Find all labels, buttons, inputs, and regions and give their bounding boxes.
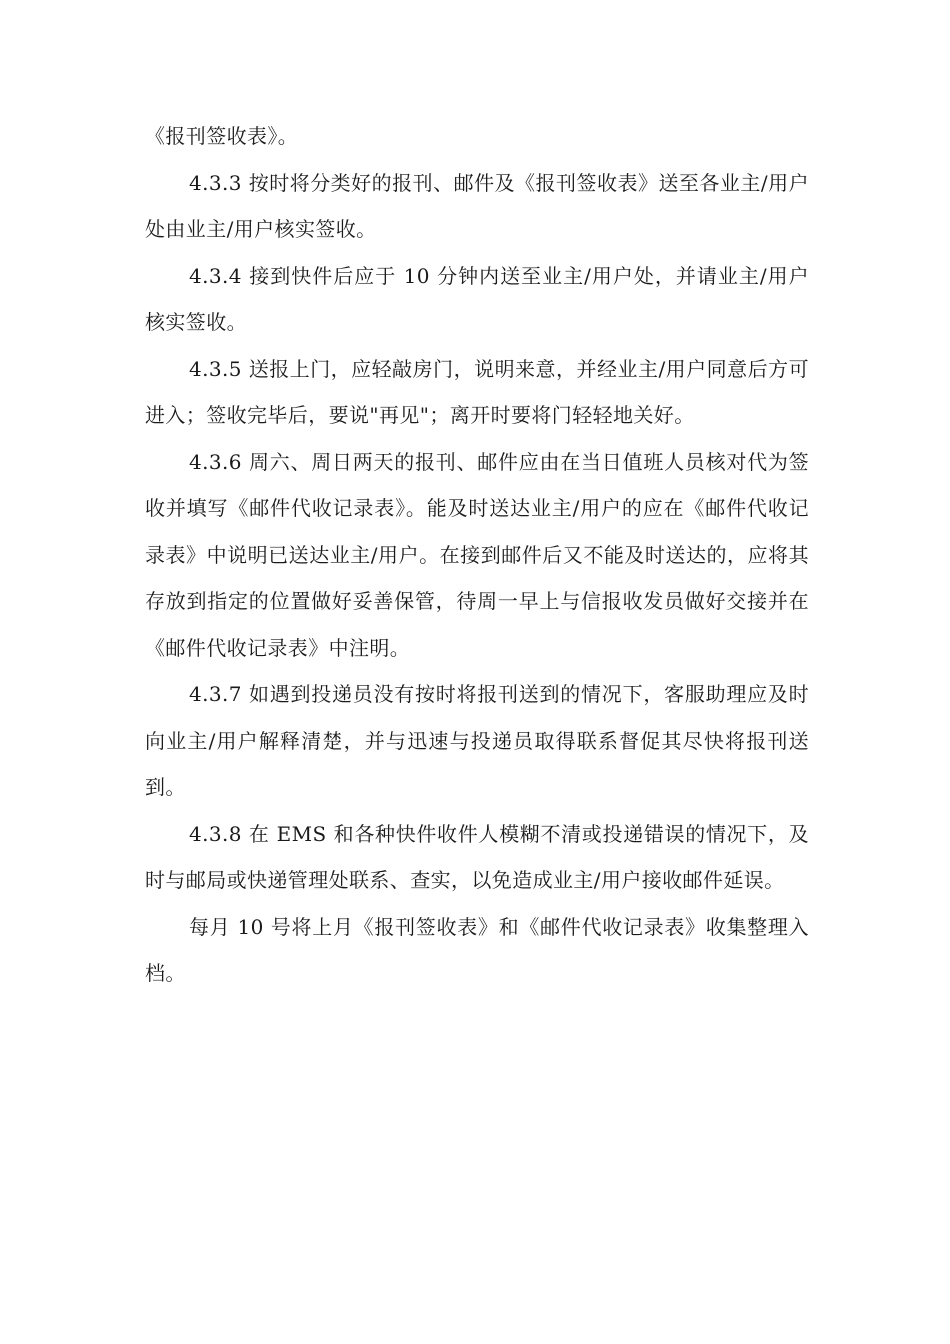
paragraph-4-3-6: 4.3.6 周六、周日两天的报刊、邮件应由在当日值班人员核对代为签收并填写《邮件代收记录表》。能及时送达业主/用户的应在《邮件代收记录表》中说明已送达业主/用户。在接到邮件后又不能及时送达的，应将其存放到指定的位置做好妥善保管，待周一早上与信报收发员做好交接并在《邮件代收记录表》中注明。 (145, 449, 809, 660)
paragraph-monthly-archive: 每月 10 号将上月《报刊签收表》和《邮件代收记录表》收集整理入档。 (145, 914, 809, 985)
paragraph-4-3-3: 4.3.3 按时将分类好的报刊、邮件及《报刊签收表》送至各业主/用户处由业主/用户核实签收。 (145, 170, 809, 241)
paragraph-4-3-4: 4.3.4 接到快件后应于 10 分钟内送至业主/用户处，并请业主/用户核实签收。 (145, 263, 809, 334)
document-body (145, 113, 809, 997)
paragraph-continuation: 《报刊签收表》。 (145, 124, 299, 148)
paragraph-4-3-8: 4.3.8 在 EMS 和各种快件收件人模糊不清或投递错误的情况下，及时与邮局或快递管理处联系、查实，以免造成业主/用户接收邮件延误。 (145, 821, 809, 892)
paragraph-4-3-7: 4.3.7 如遇到投递员没有按时将报刊送到的情况下，客服助理应及时向业主/用户解释清楚，并与迅速与投递员取得联系督促其尽快将报刊送到。 (145, 682, 809, 799)
paragraph-4-3-5: 4.3.5 送报上门，应轻敲房门，说明来意，并经业主/用户同意后方可进入；签收完毕后，要说"再见"；离开时要将门轻轻地关好。 (145, 356, 809, 427)
